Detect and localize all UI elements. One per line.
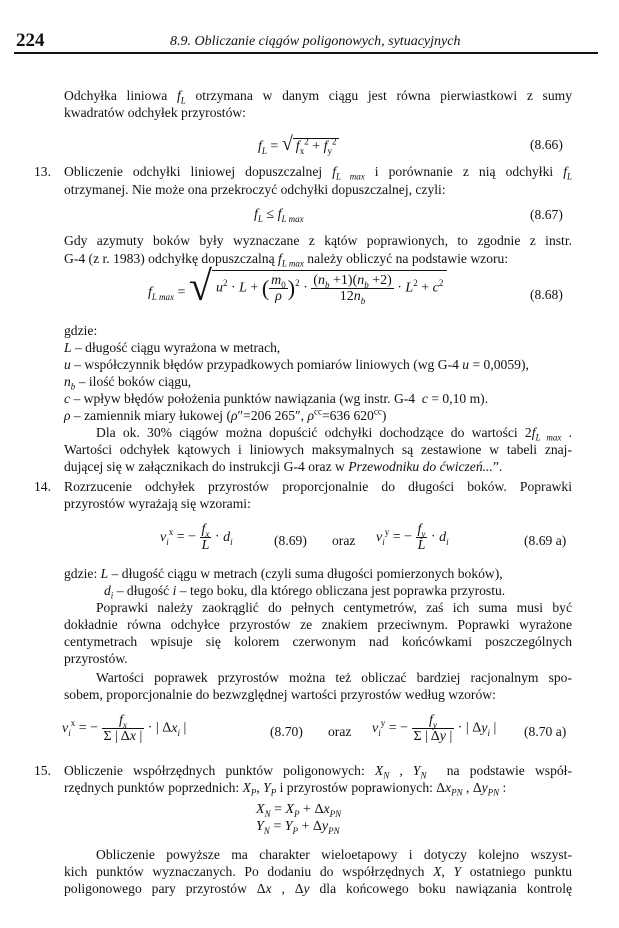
where2-line1: gdzie: L – długość ciągu w metrach (czyli suma długości pomierzonych boków), bbox=[64, 566, 503, 581]
def-c: c – wpływ błędów położenia punktów nawiązania (wg instr. G-4 c = 0,10 m). bbox=[64, 391, 489, 406]
item15-line1: Obliczenie współrzędnych punktów poligonowych: $X_N$ , $Y_N$ na podstawie współ- bbox=[64, 763, 572, 781]
item14-number: 14. bbox=[34, 479, 51, 494]
note-line1: Dla ok. 30% ciągów można dopuścić odchyłki dochodzące do wartości $2f_{L max}$ . bbox=[96, 425, 573, 443]
def-L: L – długość ciągu wyrażona w metrach, bbox=[64, 340, 281, 355]
where2-line2: $d_i$ – długość i – tego boku, dla którego obliczana jest poprawka przyrostu. bbox=[104, 583, 506, 601]
equation-number-8-70: (8.70) bbox=[270, 724, 303, 739]
equation-8-70a: $v_i^y$ = − $\frac{f_y}{\Sigma | \Delta y |}$ · | $\Delta y_i$ | bbox=[372, 713, 497, 744]
item14-line2: przyrostów wyrażają się wzorami: bbox=[64, 496, 251, 511]
where-label: gdzie: bbox=[64, 323, 98, 338]
equation-number-8-68: (8.68) bbox=[530, 287, 563, 302]
para4-line1: Wartości poprawek przyrostów można też obliczać bardziej racjonalnym spo- bbox=[96, 670, 572, 685]
equation-number-8-70a: (8.70 a) bbox=[524, 724, 567, 739]
note-line3: dującej się w załącznikach do instrukcji G-4 oraz w Przewodniku do ćwiczeń...”. bbox=[64, 459, 503, 474]
running-header: 8.9. Obliczanie ciągów poligonowych, sytuacyjnych bbox=[170, 34, 461, 49]
para4-line2: sobem, proporcjonalnie do bezwzględnej wartości przyrostów według wzorów: bbox=[64, 687, 496, 702]
equation-8-66: $f_L$ = √ $f_x^2 + f_y^2$ bbox=[258, 133, 339, 156]
item13-line2: otrzymanej. Nie może ona przekroczyć odchyłki dopuszczalnej, czyli: bbox=[64, 182, 446, 197]
para2-line2: G-4 (z r. 1983) odchyłkę dopuszczalną $f_{L max}$ należy obliczyć na podstawie wzoru: bbox=[64, 251, 509, 269]
page-number: 224 bbox=[16, 30, 45, 51]
item15-line2: rzędnych punktów poprzednich: $X_P$, $Y_P$ i przyrostów poprawionych: $\Delta x_{PN}$ , $\Delta y_{PN}$ : bbox=[64, 780, 507, 798]
para3-line1: Poprawki należy zaokrąglić do pełnych centymetrów, zaś ich suma musi być bbox=[96, 600, 572, 615]
equation-8-67: $f_L \le f_{L max}$ bbox=[254, 207, 304, 224]
oraz-8-70: oraz bbox=[328, 724, 352, 739]
para3-line4: przyrostów. bbox=[64, 651, 128, 666]
para5-line3: poligonowego pary przyrostów Δx , Δy dla końcowego boku nawiązania kontrolę bbox=[64, 881, 573, 896]
equation-XN: $X_N = X_P + \Delta x_{PN}$ bbox=[256, 802, 342, 819]
equation-number-8-69a: (8.69 a) bbox=[524, 533, 567, 548]
para5-line1: Obliczenie powyższe ma charakter wieloetapowy i dotyczy kolejno wszyst- bbox=[96, 847, 572, 862]
item15-number: 15. bbox=[34, 763, 51, 778]
def-nb: $n_b$ – ilość boków ciągu, bbox=[64, 374, 192, 392]
equation-number-8-69: (8.69) bbox=[274, 533, 307, 548]
item13-number: 13. bbox=[34, 164, 51, 179]
para3-line2: dokładnie równa odchyłce przyrostów ze znakiem przeciwnym. Poprawki wyrażone bbox=[64, 617, 572, 632]
equation-number-8-67: (8.67) bbox=[530, 207, 563, 222]
para1-line1: Odchyłka liniowa $f_L$ otrzymana w danym ciągu jest równa pierwiastkowi z sumy bbox=[64, 88, 573, 106]
item14-line1: Rozrzucenie odchyłek przyrostów proporcjonalnie do długości boków. Poprawki bbox=[64, 479, 572, 494]
oraz-8-69: oraz bbox=[332, 533, 356, 548]
equation-number-8-66: (8.66) bbox=[530, 137, 563, 152]
def-u: u – współczynnik błędów przypadkowych pomiarów liniowych (wg G-4 u = 0,0059), bbox=[64, 357, 529, 372]
def-rho: ρ – zamiennik miary łukowej (ρ″=206 265″, $\rho^{cc}=636$ $620^{cc}$) bbox=[64, 406, 387, 423]
item13-line1: Obliczenie odchyłki liniowej dopuszczalnej $f_{L max}$ i porównanie z nią odchyłki $f_L$ bbox=[64, 164, 572, 182]
para1-line2: kwadratów odchyłek przyrostów: bbox=[64, 105, 246, 120]
equation-8-69: $v_i^x$ = − $\frac{f_x}{L}$ · $d_i$ bbox=[160, 522, 233, 553]
equation-8-70: $v_i^x$ = − $\frac{f_x}{\Sigma | \Delta x |}$ · | $\Delta x_i$ | bbox=[62, 713, 187, 744]
para2-line1: Gdy azymuty boków były wyznaczane z kątów poprawionych, to zgodnie z instr. bbox=[64, 233, 572, 248]
header-rule bbox=[14, 52, 598, 54]
equation-8-68: $f_{L max}$ = √ $u^2 \cdot L$ + ( $\frac{m_0}{\rho}$ )$^2$ · $\frac{(n_b +1)(n_b +2)}{12n_b}$ · $L^2 + c^2$ bbox=[148, 266, 447, 316]
equation-YN: $Y_N = Y_P + \Delta y_{PN}$ bbox=[256, 819, 340, 836]
note-line2: Wartości odchyłek kątowych i liniowych maksymalnych są zestawione w tabeli znaj- bbox=[64, 442, 572, 457]
equation-8-69a: $v_i^y$ = − $\frac{f_y}{L}$ · $d_i$ bbox=[376, 522, 449, 553]
para5-line2: kich punktów wyznaczanych. Po dodaniu do współrzędnych X, Y ostatniego punktu bbox=[64, 864, 573, 879]
para3-line3: centymetrach wpisuje się kolorem czerwonym nad końcówkami poszczególnych bbox=[64, 634, 572, 649]
